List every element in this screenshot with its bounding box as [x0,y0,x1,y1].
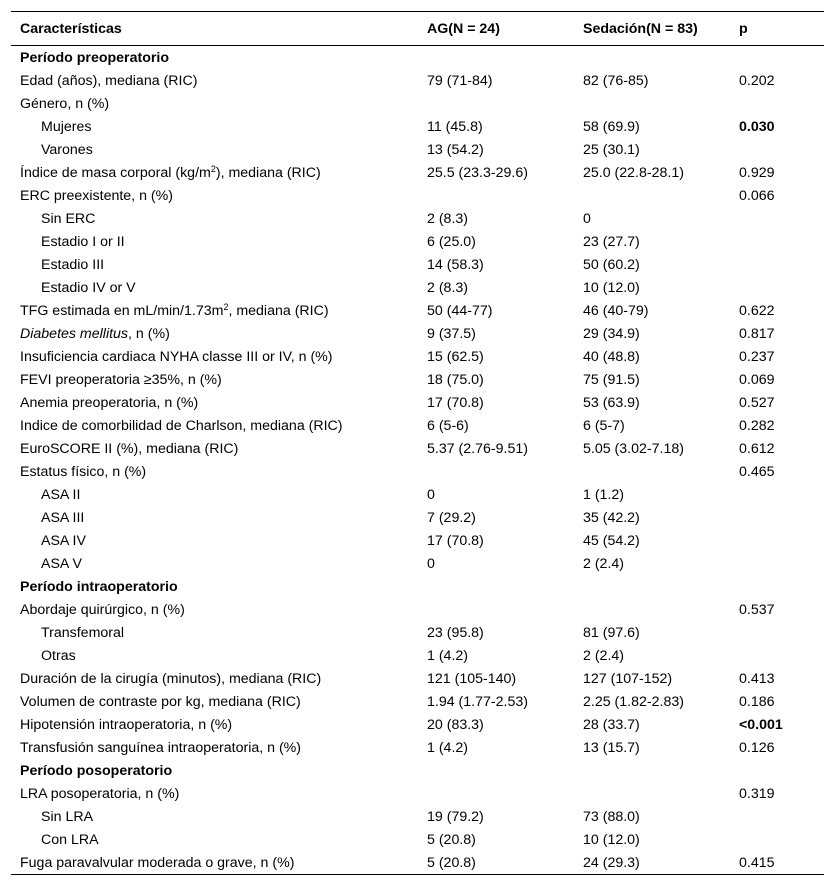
p-value [730,276,824,299]
section-row [11,46,824,70]
ag-value: 7 (29.2) [427,509,476,526]
p-value: 0.413 [739,670,775,687]
sedation-value: 81 (97.6) [583,624,640,641]
sedation-value [574,598,730,621]
sedation-value [574,184,730,207]
superscript: 2 [210,163,216,174]
table-row [11,345,824,368]
table-row [11,207,824,230]
sedation-value: 127 (107-152) [583,670,673,687]
ag-value: 0 [427,555,435,572]
sedation-value: 75 (91.5) [583,371,640,388]
p-value: 0.126 [739,739,775,756]
sedation-value: 10 (12.0) [583,831,640,848]
ag-value [418,782,574,805]
row-label: Estadio I or II [41,233,125,250]
table-header-row [11,12,824,46]
sedation-value [574,92,730,115]
section-label: Período preoperatorio [20,49,169,66]
sedation-value: 73 (88.0) [583,808,640,825]
row-label: Varones [41,141,93,158]
ag-value: 25.5 (23.3-29.6) [427,164,528,181]
table-row [11,437,824,460]
row-label: ASA IV [41,532,86,549]
p-value: 0.415 [730,851,824,875]
row-label: Transfusión sanguínea intraoperatoria, n (%) [20,739,302,756]
p-value: 0.612 [739,440,775,457]
p-value: 0.817 [739,325,775,342]
row-label: Con LRA [41,831,99,848]
row-label: Volumen de contraste por kg, mediana (RIC) [20,693,301,710]
ag-value: 14 (58.3) [427,256,484,273]
table-row [11,69,824,92]
table-row [11,667,824,690]
p-value [730,621,824,644]
row-label: LRA posoperatoria, n (%) [20,785,180,802]
ag-value: 17 (70.8) [427,532,484,549]
sedation-value: 23 (27.7) [583,233,640,250]
p-value [730,138,824,161]
p-value [730,828,824,851]
ag-value: 2 (8.3) [427,210,469,227]
row-label [11,299,418,322]
ag-value: 50 (44-77) [427,302,493,319]
table-row [11,368,824,391]
sedation-value: 24 (29.3) [574,851,730,875]
table-row [11,713,824,736]
section-label: Período posoperatorio [20,762,173,779]
p-value [730,805,824,828]
ag-value: 13 (54.2) [427,141,484,158]
row-label: Anemia preoperatoria, n (%) [20,394,199,411]
table-row [11,805,824,828]
p-value [730,552,824,575]
ag-value [418,92,574,115]
row-label: Estadio IV or V [41,279,136,296]
row-label: ASA II [41,486,81,503]
sedation-value: 35 (42.2) [583,509,640,526]
row-label: ASA III [41,509,85,526]
sedation-value: 2.25 (1.82-2.83) [583,693,684,710]
p-value: 0.202 [739,72,775,89]
ag-value: 23 (95.8) [427,624,484,641]
sedation-value: 50 (60.2) [583,256,640,273]
ag-value: 6 (5-6) [427,417,469,434]
p-value: 0.622 [739,302,775,319]
ag-value: 19 (79.2) [427,808,484,825]
sedation-value: 29 (34.9) [583,325,640,342]
p-value [730,483,824,506]
table-row [11,184,824,207]
table-row [11,276,824,299]
ag-value: 5.37 (2.76-9.51) [427,440,528,457]
characteristics-table [11,11,824,875]
ag-value: 5 (20.8) [418,851,574,875]
ag-value: 11 (45.8) [427,118,483,135]
sedation-value [574,460,730,483]
row-label-text: TFG estimada en mL/min/1.73m [20,302,224,319]
ag-value [418,598,574,621]
sedation-value: 13 (15.7) [583,739,640,756]
p-value [730,92,824,115]
ag-value [418,184,574,207]
row-label: Sin ERC [41,210,96,227]
sedation-value: 2 (2.4) [583,647,625,664]
p-value [730,529,824,552]
ag-value: 79 (71-84) [427,72,493,89]
section-row [11,575,824,598]
table-row [11,690,824,713]
characteristics-table-container [11,11,824,875]
ag-value: 1 (4.2) [427,647,469,664]
row-label: Otras [41,647,76,664]
table-row [11,414,824,437]
p-value [730,207,824,230]
p-value: 0.537 [739,601,775,618]
row-label: FEVI preoperatoria ≥35%, n (%) [20,371,222,388]
ag-value: 15 (62.5) [427,348,484,365]
row-label: Indice de comorbilidad de Charlson, mediana (RIC) [20,417,343,434]
sedation-value: 2 (2.4) [583,555,625,572]
ag-value: 5 (20.8) [427,831,476,848]
sedation-value: 5.05 (3.02-7.18) [583,440,684,457]
row-label: EuroSCORE II (%), mediana (RIC) [20,440,239,457]
table-row [11,736,824,759]
table-row [11,598,824,621]
header-ag: AG(N = 24) [418,12,574,46]
table-row [11,621,824,644]
table-row [11,529,824,552]
p-value: 0.186 [739,693,775,710]
row-label: Abordaje quirúrgico, n (%) [20,601,185,618]
row-label: Hipotensión intraoperatoria, n (%) [20,716,233,733]
p-value: 0.465 [739,463,775,480]
sedation-value: 0 [583,210,591,227]
p-value: 0.319 [739,785,775,802]
ag-value: 9 (37.5) [427,325,476,342]
ag-value: 2 (8.3) [427,279,469,296]
table-row [11,782,824,805]
sedation-value [574,782,730,805]
sedation-value: 53 (63.9) [583,394,640,411]
ag-value: 0 [427,486,435,503]
row-label: Estadio III [41,256,105,273]
row-label-text: ), mediana (RIC) [215,164,321,181]
row-label: Mujeres [41,118,92,135]
section-label: Período intraoperatorio [20,578,178,595]
header-p-value: p [730,12,824,46]
ag-value: 20 (83.3) [427,716,484,733]
section-row [11,759,824,782]
row-label: Sin LRA [41,808,94,825]
row-label: Género, n (%) [20,95,110,112]
table-row [11,460,824,483]
table-row [11,138,824,161]
sedation-value: 6 (5-7) [583,417,625,434]
p-value: 0.929 [739,164,775,181]
superscript: 2 [223,301,229,312]
p-value [730,506,824,529]
sedation-value: 58 (69.9) [583,118,640,135]
table-row [11,115,824,138]
header-characteristics: Características [11,12,418,46]
row-label-text: Índice de masa corporal (kg/m [20,164,211,181]
row-label-italic: Diabetes mellitus [20,325,129,342]
row-label: Edad (años), mediana (RIC) [20,72,198,89]
table-row [11,230,824,253]
row-label: Insuficiencia cardiaca NYHA classe III or IV, n (%) [20,348,333,365]
sedation-value: 10 (12.0) [583,279,640,296]
sedation-value: 45 (54.2) [583,532,640,549]
ag-value [418,460,574,483]
p-value: 0.066 [739,187,775,204]
row-label: Fuga paravalvular moderada o grave, n (%) [11,851,418,875]
p-value-significant: <0.001 [739,716,783,733]
sedation-value: 25.0 (22.8-28.1) [583,164,684,181]
table-row [11,299,824,322]
ag-value: 1 (4.2) [427,739,469,756]
ag-value: 18 (75.0) [427,371,484,388]
table-row [11,391,824,414]
row-label: Transfemoral [41,624,125,641]
p-value: 0.282 [739,417,775,434]
p-value [730,230,824,253]
row-label: Duración de la cirugía (minutos), mediana (RIC) [20,670,322,687]
row-label [11,161,418,184]
sedation-value: 1 (1.2) [583,486,625,503]
p-value-significant: 0.030 [739,118,775,135]
table-row [11,644,824,667]
p-value [730,644,824,667]
row-label-text: , mediana (RIC) [228,302,329,319]
p-value [730,253,824,276]
row-label: Estatus físico, n (%) [20,463,147,480]
ag-value: 121 (105-140) [427,670,517,687]
row-label-text: , n (%) [128,325,170,342]
sedation-value: 25 (30.1) [583,141,640,158]
table-row [11,253,824,276]
table-row [11,322,824,345]
table-row [11,851,824,875]
table-row [11,828,824,851]
ag-value: 17 (70.8) [427,394,484,411]
row-label: ERC preexistente, n (%) [20,187,173,204]
p-value: 0.527 [739,394,775,411]
p-value: 0.237 [739,348,775,365]
ag-value: 1.94 (1.77-2.53) [427,693,528,710]
table-row [11,92,824,115]
sedation-value: 46 (40-79) [583,302,649,319]
table-row [11,552,824,575]
sedation-value: 40 (48.8) [583,348,640,365]
table-row [11,506,824,529]
sedation-value: 28 (33.7) [583,716,640,733]
table-row [11,161,824,184]
row-label [11,322,418,345]
header-sedation: Sedación(N = 83) [574,12,730,46]
sedation-value: 82 (76-85) [583,72,649,89]
ag-value: 6 (25.0) [427,233,476,250]
table-row [11,483,824,506]
p-value: 0.069 [739,371,775,388]
row-label: ASA V [41,555,83,572]
